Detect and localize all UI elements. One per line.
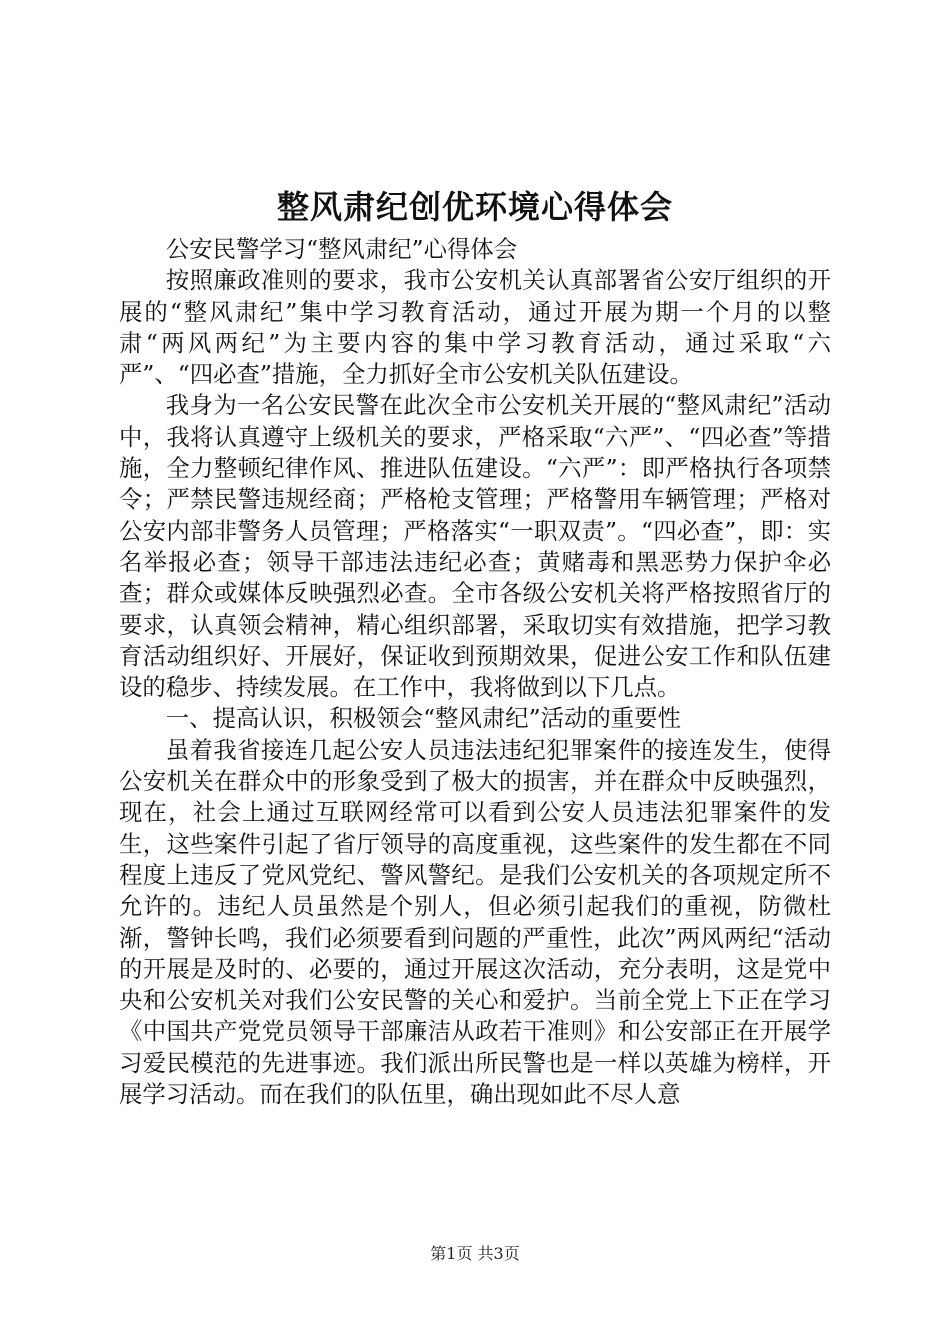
body-paragraph: 虽着我省接连几起公安人员违法违纪犯罪案件的接连发生，使得公安机关在群众中的形象受到了极大的损害，并在群众中反映强烈，现在，社会上通过互联网经常可以看到公安人员违法犯罪案件的发生，这些案件引起了省厅领导的高度重视，这些案件的发生都在不同程度上违反了党风党纪、警风警纪。是我们公安机关的各项规定所不允许的。违纪人员虽然是个别人，但必须引起我们的重视，防微杜渐，警钟长鸣，我们必须要看到问题的严重性，此次”两风两纪“活动的开展是及时的、必要的，通过开展这次活动，充分表明，这是党中央和公安机关对我们公安民警的关心和爱护。当前全党上下正在学习《中国共产党党员领导干部廉洁从政若干准则》和公安部正在开展学习爱民模范的先进事迹。我们派出所民警也是一样以英雄为榜样，开展学习活动。而在我们的队伍里，确出现如此不尽人意 — [119, 735, 831, 1109]
body-paragraph: 我身为一名公安民警在此次全市公安机关开展的“整风肃纪”活动中，我将认真遵守上级机关的要求，严格采取“六严”、“四必查”等措施，全力整顿纪律作风、推进队伍建设。“六严”：即严格执行各项禁令；严禁民警违规经商；严格枪支管理；严格警用车辆管理；严格对公安内部非警务人员管理；严格落实“一职双责”。“四必查”，即：实名举报必查；领导干部违法违纪必查；黄赌毒和黑恶势力保护伞必查；群众或媒体反映强烈必查。全市各级公安机关将严格按照省厅的要求，认真领会精神，精心组织部署，采取切实有效措施，把学习教育活动组织好、开展好，保证收到预期效果，促进公安工作和队伍建设的稳步、持续发展。在工作中，我将做到以下几点。 — [119, 391, 831, 702]
page-number: 第1页 共3页 — [430, 1244, 520, 1263]
document-title: 整风肃纪创优环境心得体会 — [276, 188, 673, 226]
subtitle-paragraph: 公安民警学习“整风肃纪”心得体会 — [165, 235, 518, 263]
document-body — [119, 234, 831, 1110]
body-paragraph: 按照廉政准则的要求，我市公安机关认真部署省公安厅组织的开展的“整风肃纪”集中学习教育活动，通过开展为期一个月的以整肃“两风两纪”为主要内容的集中学习教育活动，通过采取“六严”、“四必查”措施，全力抓好全市公安机关队伍建设。 — [119, 266, 831, 389]
section-heading: 一、提高认识，积极领会“整风肃纪”活动的重要性 — [165, 704, 681, 733]
